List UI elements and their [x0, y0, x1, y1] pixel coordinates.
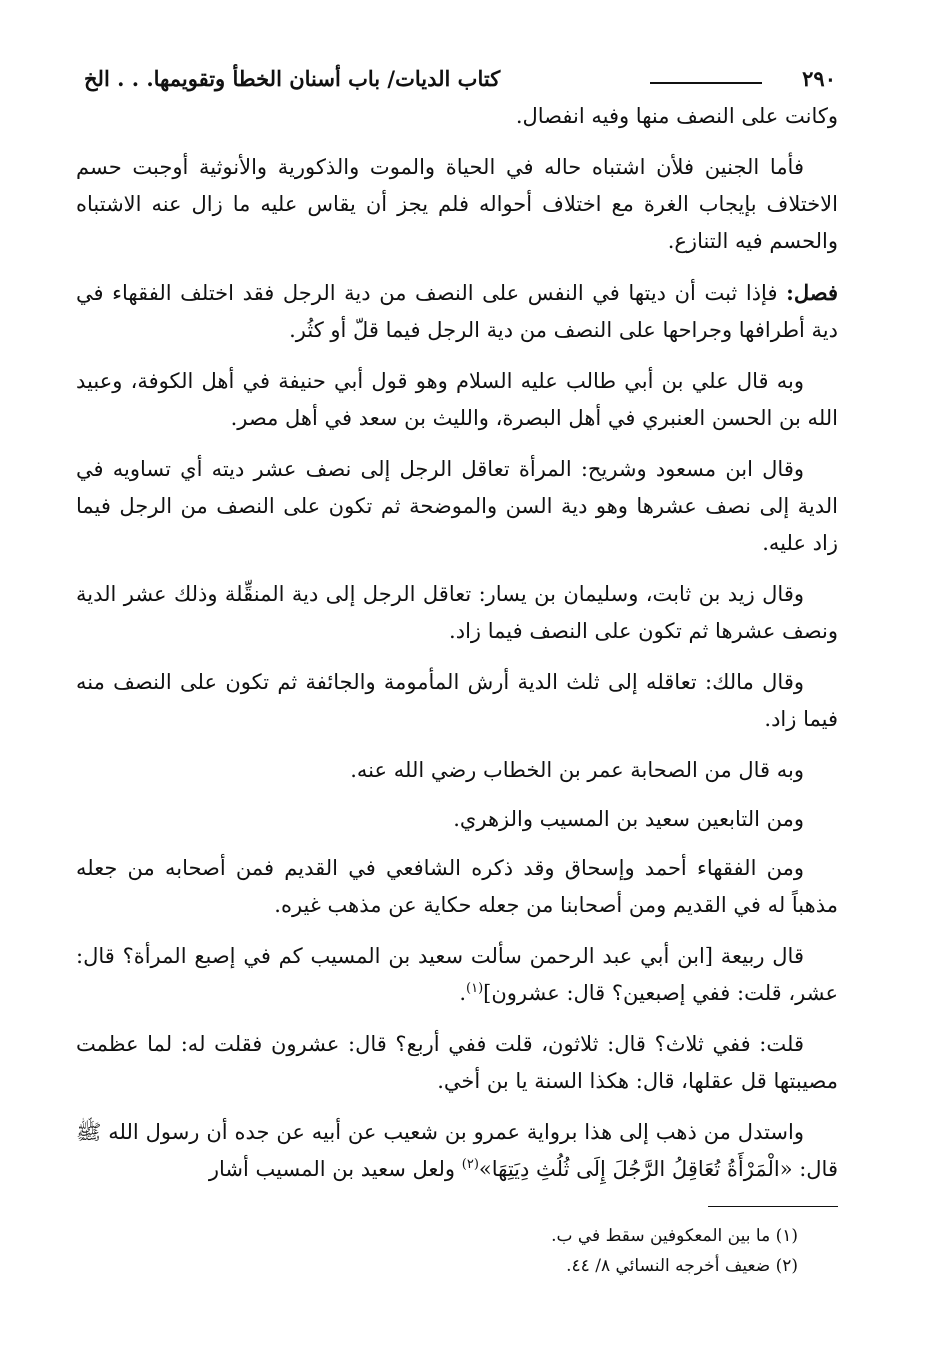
paragraph: وقال مالك: تعاقله إلى ثلث الدية أرش المأمومة والجائفة ثم تكون على النصف منه فيما زاد.	[76, 670, 838, 731]
chapter-title: كتاب الديات/ باب أسنان الخطأ وتقويمها. . . الخ	[84, 66, 501, 91]
paragraph: وقال زيد بن ثابت، وسليمان بن يسار: تعاقل الرجل إلى دية المنقِّلة وذلك عشر الدية ونصف عشرها ثم تكون على النصف فيما زاد.	[76, 582, 838, 643]
paragraph: قال ربيعة [ابن أبي عبد الرحمن سألت سعيد بن المسيب كم في إصبع المرأة؟ قال: عشر، قلت: ففي إصبعين؟ قال: عشرون]$^{(١)}$.	[76, 944, 838, 1005]
paragraph: واستدل من ذهب إلى هذا برواية عمرو بن شعيب عن أبيه عن جده أن رسول الله ﷺ قال: «الْمَرْأَةُ تُعَاقِلُ الرَّجُلَ إِلَى ثُلُثِ دِيَتِهَا»$^{(٢)}$ ولعل سعيد بن المسيب أشار	[76, 1120, 838, 1181]
paragraph: ومن التابعين سعيد بن المسيب والزهري.	[453, 807, 804, 831]
paragraph: قلت: ففي ثلاث؟ قال: ثلاثون، قلت ففي أربع؟ قال: عشرون فقلت له: لما عظمت مصيبتها قل عقلها، قال: هكذا السنة يا بن أخي.	[76, 1032, 838, 1093]
footnote-ref: (١)	[466, 981, 484, 996]
footnote: (٢) ضعيف أخرجه النسائي ٨/ ٤٤.	[566, 1256, 798, 1276]
paragraph: وبه قال علي بن أبي طالب عليه السلام وهو قول أبي حنيفة في أهل الكوفة، وعبيد الله بن الحسن العنبري في أهل البصرة، والليث بن سعد في أهل مصر.	[76, 369, 838, 430]
footnote-rule	[708, 1206, 838, 1207]
page	[76, 60, 838, 1281]
paragraph: وقال ابن مسعود وشريح: المرأة تعاقل الرجل إلى نصف عشر ديته أي تساويه في الدية إلى نصف عشرها وهو دية السن والموضحة ثم تكون على النصف من الرجل فيما زاد عليه.	[76, 457, 838, 555]
running-header	[76, 60, 838, 98]
paragraph: وبه قال من الصحابة عمر بن الخطاب رضي الله عنه.	[350, 758, 804, 782]
section-label: فصل:	[786, 280, 838, 305]
footnote: (١) ما بين المعكوفين سقط في ب.	[551, 1226, 798, 1246]
header-rule	[650, 82, 762, 84]
paragraph: وكانت على النصف منها وفيه انفصال.	[515, 104, 838, 128]
footnote-ref: (٢)	[461, 1157, 479, 1172]
body-text	[76, 98, 838, 1188]
page-number: ٢٩٠	[802, 66, 836, 91]
footnotes	[76, 1221, 838, 1281]
paragraph: ومن الفقهاء أحمد وإسحاق وقد ذكره الشافعي في القديم فمن أصحابه من جعله مذهباً له في القديم ومن أصحابنا من جعله حكاية عن مذهب غيره.	[76, 856, 838, 917]
paragraph: فأما الجنين فلأن اشتباه حاله في الحياة والموت والذكورية والأنوثية أوجبت حسم الاختلاف بإيجاب الغرة مع اختلاف أحواله فلم يجز أن يقاس عليه ما زال عنه الاشتباه والحسم فيه التنازع.	[76, 155, 838, 253]
paragraph-fasl: فصل: فإذا ثبت أن ديتها في النفس على النصف من دية الرجل فقد اختلف الفقهاء في دية أطرافها وجراحها على النصف من دية الرجل فيما قلّ أو كثُر.	[76, 280, 838, 342]
